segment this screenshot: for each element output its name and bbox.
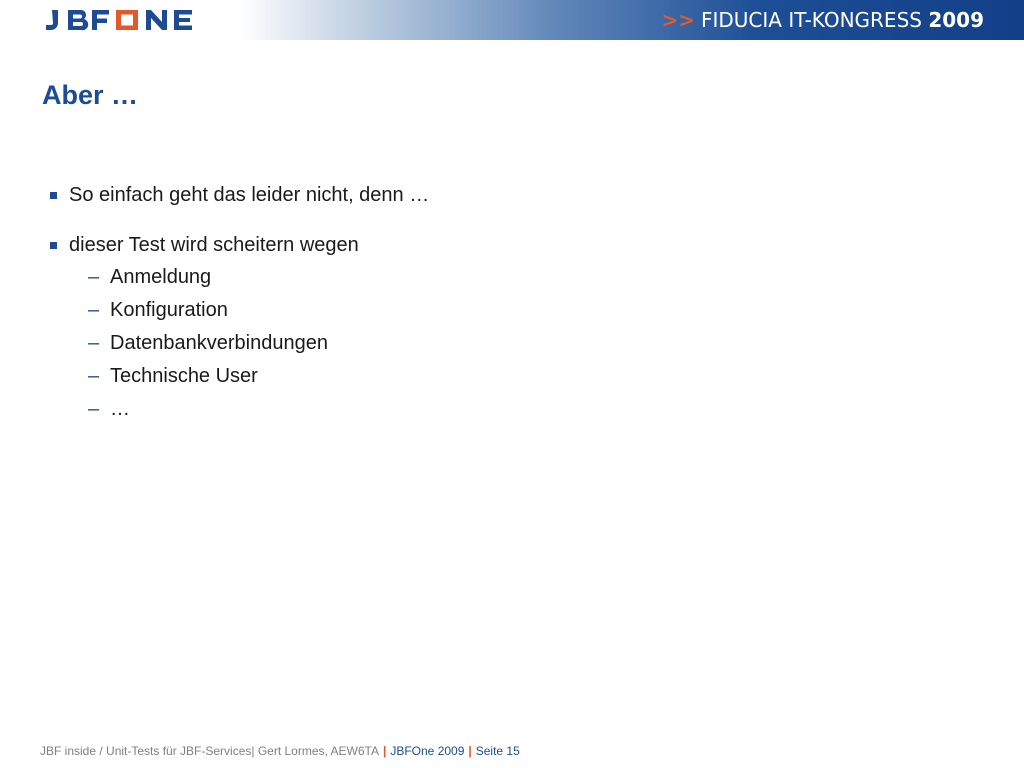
header-bar [0, 0, 1024, 40]
footer-separator: | [468, 744, 472, 758]
jbfone-logo [40, 6, 210, 34]
dash-marker: – [88, 332, 100, 354]
sub-bullet-text: Konfiguration [110, 299, 228, 321]
dash-marker: – [88, 365, 100, 387]
footer-page-number: Seite 15 [475, 744, 520, 758]
dash-marker: – [88, 299, 100, 321]
sub-bullet-text: Technische User [110, 365, 258, 387]
square-bullet-icon [50, 192, 57, 199]
sub-bullet-text: … [110, 398, 130, 420]
footer [40, 744, 520, 758]
bullet-text: dieser Test wird scheitern wegen [69, 234, 359, 256]
event-arrows: >> [661, 8, 695, 32]
sub-bullet-text: Anmeldung [110, 266, 212, 288]
footer-middle-text: JBFOne 2009 [390, 744, 465, 758]
sub-bullet-text: Datenbankverbindungen [110, 332, 328, 354]
dash-marker: – [88, 398, 100, 420]
footer-left-text: JBF inside / Unit-Tests für JBF-Services| Gert Lormes, AEW6TA [40, 744, 379, 758]
event-year: 2009 [928, 8, 984, 32]
dash-marker: – [88, 266, 100, 288]
slide-title: Aber … [42, 80, 139, 110]
bullet-text: So einfach geht das leider nicht, denn … [69, 184, 430, 206]
event-name: FIDUCIA IT-KONGRESS [700, 8, 922, 32]
square-bullet-icon [50, 242, 57, 249]
event-title [661, 8, 984, 32]
footer-separator: | [382, 744, 387, 758]
